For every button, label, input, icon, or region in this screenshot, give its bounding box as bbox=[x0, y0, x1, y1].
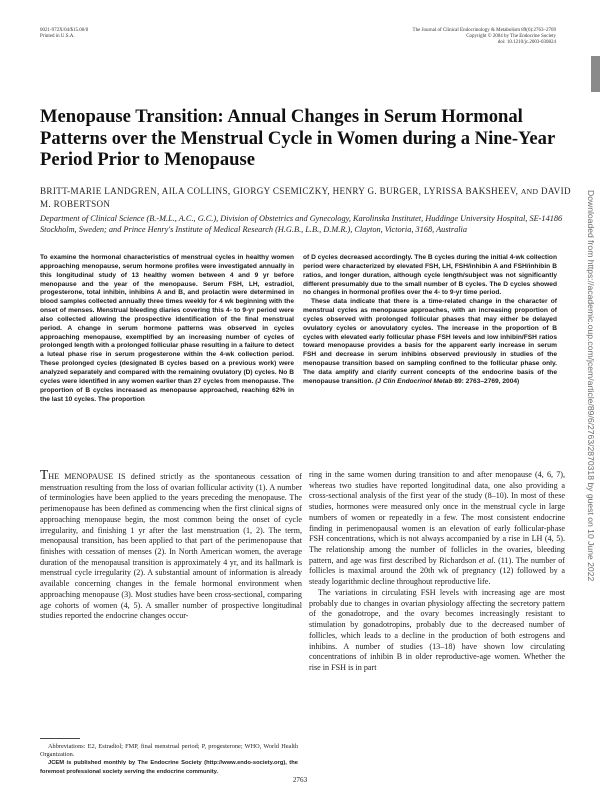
et-al: et al. bbox=[478, 555, 496, 565]
footnote-divider bbox=[40, 738, 80, 739]
body-paragraph: The variations in circulating FSH levels with increasing age are most probably due to changes in ovarian physiology affecting the secretory pattern of the gonadotrope, and the ovary becomes increasingly resistant to stimulation by gonadotropins, probably due to the decreased number of follicles, which leads to a decline in the production of both estrogens and inhibins. A number of studies (13–18) have shown low circulating concentrations of inhibin B in older reproductive-age women. Whether the rise in FSH is in part bbox=[309, 587, 565, 672]
page-number: 2763 bbox=[292, 776, 308, 784]
abstract-paragraph bbox=[303, 298, 557, 386]
body-paragraph bbox=[40, 467, 302, 622]
author-list bbox=[40, 185, 580, 211]
section-tab-marker bbox=[591, 56, 600, 92]
copyright-line: Copyright © 2004 by The Endocrine Society bbox=[466, 34, 556, 40]
journal-line: The Journal of Clinical Endocrinology & Metabolism 89(6):2763–2769 bbox=[412, 28, 556, 33]
body-text: ring in the same women during transition to and after menopause (4, 6, 7), whereas two studies have reported longitudinal data, one also providing a cross-sectional analysis of the first year of the study (8–10). In most of these studies, hormones were measured only once in the menstrual cycle in large numbers of women or repeatedly in a few. The most consistent endocrine finding in perimenopausal women is an elevation of early follicular-phase FSH concentrations, which is not always accompanied by a rise in LH (4, 5). The relationship among the number of follicles in the ovaries, bleeding pattern, and age was first described by Richardson bbox=[309, 470, 565, 565]
doi-line: doi: 10.1210/jc.2003-030824 bbox=[497, 40, 556, 46]
body-text: (11). The number of follicles is maximal around the 20th wk of pregnancy (12) followed by a steady logarithmic decline throughout reproductive life. bbox=[309, 555, 566, 587]
body-paragraph bbox=[309, 470, 565, 588]
drop-cap: T bbox=[40, 467, 49, 482]
download-watermark: Downloaded from https://academic.oup.com/jcem/article/89/6/2763/2870318 by guest on 10 June 2022 bbox=[586, 190, 596, 582]
citation-details: 89: 2763–2769, 2004) bbox=[454, 377, 520, 385]
abstract-conclusion: These data indicate that there is a time-related change in the character of menstrual cycles as menopause approaches, with an increasing proportion of cycles observed with prolonged follicular phases that may either be delayed ovulatory cycles or anovulatory cycles. The increase in the proportion of B cycles with elevated early follicular phase FSH levels and low inhibin/FSH ratios toward menopause provides a basis for the apparent early increase in serum FSH and decrease in serum inhibins observed previously in studies of the menopause transition based on sampling confined to the follicular phase only. The data amplify and clarify current concepts of the endocrine basis of the menopause transition. bbox=[303, 298, 557, 385]
abstract-paragraph: of D cycles decreased accordingly. The B cycles during the initial 4-wk collection period were characterized by elevated FSH, LH, FSH/inhibin A and FSH/inhibin B ratios, and longer duration, although cycle length/subject was not significantly different presumably due to the small number of B cycles. The D cycles showed no changes in hormonal profiles over the 4- to 9-yr time period. bbox=[303, 254, 557, 297]
article-title: Menopause Transition: Annual Changes in Serum Hormonal Patterns over the Menstrual Cycle in Women during a Nine-Year Period Prior to Menopause bbox=[40, 106, 555, 170]
author-and: AND bbox=[520, 187, 539, 196]
author-names: BRITT-MARIE LANDGREN, AILA COLLINS, GIORGY CSEMICZKY, HENRY G. BURGER, LYRISSA BAKSHEEV, bbox=[40, 186, 519, 196]
issn-line: 0021-972X/04/$15.00/0 bbox=[40, 28, 89, 33]
body-text: HE MENOPAUSE IS defined strictly as the spontaneous cessation of menstruation resulting from the loss of ovarian follicular activity (1). A number of terminologies have been applied to the years preceding the menopause. The perimenopause has been defined as commencing when the first clinical signs of approaching menopause begin, the most common being the onset of cycle irregularity, and finishing 1 yr after the last menstruation (1, 2). The term, menopausal transition, has been applied to that part of the perimenopause that finishes with cessation of menses (2). In North American women, the average duration of the menopausal transition is approximately 4 yr, and its hallmark is menstrual cycle irregularity (2). A substantial amount of information is already available concerning changes in the female hormonal environment when approaching menopause (3). Most studies have been cross-sectional, comparing age cohorts of women (4, 5). A smaller number of prospective longitudinal studies reported the endocrine changes occur- bbox=[40, 472, 302, 621]
abbreviations-footnote: Abbreviations: E2, Estradiol; FMP, final menstrual period; P, progesterone; WHO, World Health Organization. bbox=[40, 743, 298, 759]
body-right-column bbox=[309, 470, 565, 674]
abstract-left-column bbox=[40, 254, 294, 404]
header-left bbox=[40, 28, 88, 40]
printed-line: Printed in U.S.A. bbox=[40, 34, 75, 40]
citation-journal: (J Clin Endocrinol Metab bbox=[375, 377, 453, 385]
jcem-footnote: JCEM is published monthly by The Endocrine Society (http://www.endo-society.org), the foremost professional society serving the endocrine community. bbox=[40, 760, 298, 775]
abstract-right-column bbox=[303, 254, 557, 387]
footnotes bbox=[40, 743, 298, 776]
affiliations: Department of Clinical Science (B.-M.L., A.C., G.C.), Division of Obstetrics and Gynecology, Karolinska Institutet, Huddinge University Hospital, SE-14186 Stockholm, Sweden; and Prince Henry's Institute of Medical Research (H.G.B., L.B., D.M.R.), Clayton, Victoria, 3168, Australia bbox=[40, 214, 563, 235]
author-last: DAVID M. ROBERTSON bbox=[40, 186, 571, 210]
abstract-paragraph: To examine the hormonal characteristics of menstrual cycles in healthy women approaching menopause, serum hormone profiles were investigated annually in this longitudinal study of 13 healthy women between 4 and 9 yr before menopause and the year of the menopause. Serum FSH, LH, estradiol, progesterone, total inhibin, inhibins A and B, and prolactin were determined in blood samples collected annually three times weekly for 4 wk beginning with the onset of menses. Menstrual bleeding diaries covering this 4- to 9-yr period were also collected allowing the prospective identification of the final menstrual period. A change in serum hormone patterns was observed in cycles approaching menopause, exemplified by an increasing number of cycles of prolonged length with a prolonged follicular phase resulting in a failure to detect a luteal phase rise in serum progesterone within the 4-wk collection period. These prolonged cycles (designated B cycles based on a previous work) were analyzed separately and compared with the remaining ovulatory (D) cycles. No B cycles were identified in any women earlier than 27 cycles from menopause. The proportion of B cycles increased as menopause approached, reaching 62% in the last 10 cycles. The proportion bbox=[40, 254, 294, 403]
header-right bbox=[413, 28, 556, 47]
body-left-column bbox=[40, 467, 302, 622]
